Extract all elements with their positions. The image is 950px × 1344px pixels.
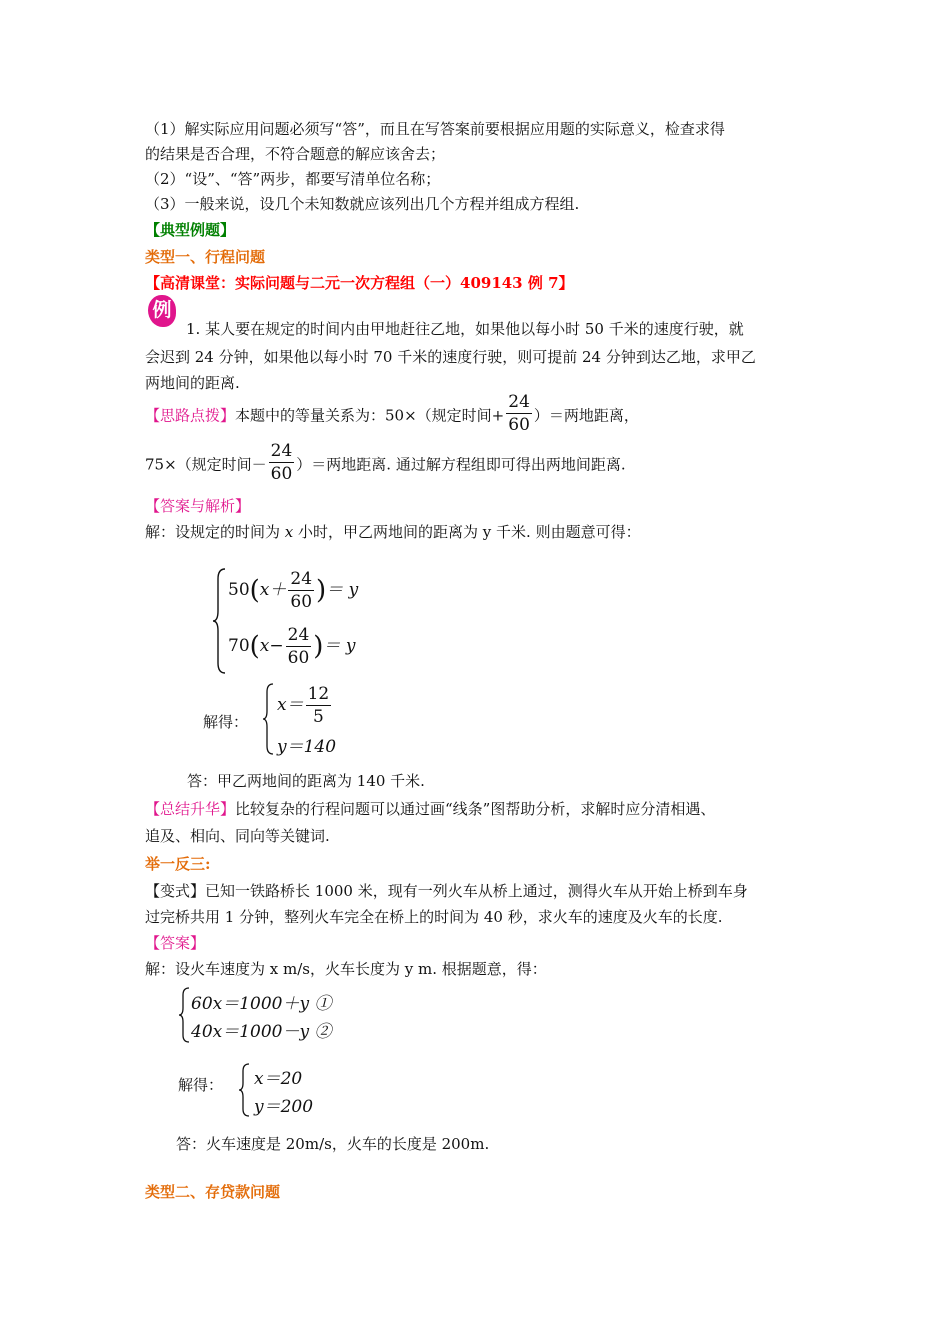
practice-final-answer: 答：火车速度是 20m/s，火车的长度是 200m.	[176, 1135, 490, 1153]
note-3: （3）一般来说，设几个未知数就应该列出几个方程并组成方程组.	[145, 195, 580, 213]
type-2-heading: 类型二、存贷款问题	[145, 1183, 281, 1201]
practice-equation-1: 60x＝1000＋y ①	[191, 994, 332, 1014]
summary-label: 【总结升华】	[145, 800, 236, 818]
solve-label-1: 解得：	[203, 713, 249, 731]
left-brace-icon	[212, 567, 228, 675]
left-brace-icon	[238, 1062, 252, 1118]
example-question-line-1: 1. 某人要在规定的时间内由甲地赶往乙地，如果他以每小时 50 千米的速度行驶，就	[186, 320, 744, 338]
example-question-line-3: 两地间的距离.	[145, 374, 240, 392]
summary-line-2: 追及、相向、同向等关键词.	[145, 827, 330, 845]
solution-x: x＝ $\frac{12}{5}$	[277, 684, 330, 727]
answer-intro: 解：设规定的时间为 x 小时，甲乙两地间的距离为 y 千米. 则由题意可得：	[145, 523, 641, 541]
practice-answer-label: 【答案】	[145, 934, 206, 952]
example-question-line-2: 会迟到 24 分钟，如果他以每小时 70 千米的速度行驶，则可提前 24 分钟到达乙地，求甲乙	[145, 348, 756, 366]
equation-2: 70(x− $\frac{24}{60}$ )＝ y	[228, 625, 356, 668]
note-1-line-1: （1）解实际应用问题必须写“答”，而且在写答案前要根据应用题的实际意义，检查求得	[145, 120, 725, 138]
course-reference: 【高清课堂：实际问题与二元一次方程组（一）409143 例 7】	[145, 274, 574, 292]
left-brace-icon	[262, 682, 276, 756]
equation-1: 50(x＋ $\frac{24}{60}$ )＝ y	[228, 569, 359, 612]
solve-label-2: 解得：	[178, 1076, 224, 1094]
summary-line-1: 【总结升华】比较复杂的行程问题可以通过画“线条”图帮助分析，求解时应分清相遇、	[145, 800, 716, 818]
hint-line-1	[145, 392, 639, 436]
hint-line-2-a: 75×（规定时间－	[145, 455, 267, 474]
final-answer-1: 答：甲乙两地间的距离为 140 千米.	[187, 772, 425, 790]
note-2: （2）“设”、“答”两步，都要写清单位名称；	[145, 170, 441, 188]
type-1-heading: 类型一、行程问题	[145, 248, 266, 266]
hint-text-a: 本题中的等量关系为：50×（规定时间+	[235, 406, 505, 425]
practice-solution-y: y＝200	[254, 1097, 314, 1117]
example-badge-icon: 例	[148, 295, 176, 327]
practice-question-line-2: 过完桥共用 1 分钟，整列火车完全在桥上的时间为 40 秒，求火车的速度及火车的长度.	[145, 908, 723, 926]
variant-label: 【变式】	[145, 882, 206, 900]
left-brace-icon	[178, 986, 192, 1044]
practice-intro: 解：设火车速度为 x m/s，火车长度为 y m. 根据题意，得：	[145, 960, 547, 978]
typical-examples-heading: 【典型例题】	[145, 221, 236, 239]
practice-equation-2: 40x＝1000－y ②	[191, 1022, 332, 1042]
hint-label: 【思路点拨】	[145, 406, 236, 425]
practice-solution-x: x＝20	[254, 1069, 303, 1089]
hint-fraction-2: $\frac{24}{60}$	[270, 441, 293, 484]
hint-fraction: $\frac{24}{60}$	[508, 392, 530, 435]
practice-heading: 举一反三:	[145, 855, 211, 873]
hint-line-2	[145, 441, 626, 485]
solution-y: y＝140	[277, 737, 337, 757]
hint-text-b: ）＝两地距离，	[533, 406, 639, 425]
practice-question-line-1: 【变式】已知一铁路桥长 1000 米，现有一列火车从桥上通过，测得火车从开始上桥到车身	[145, 882, 748, 900]
hint-line-2-b: ）＝两地距离. 通过解方程组即可得出两地间距离.	[296, 455, 626, 474]
answer-label: 【答案与解析】	[145, 497, 251, 515]
note-1-line-2: 的结果是否合理，不符合题意的解应该舍去；	[145, 145, 446, 163]
